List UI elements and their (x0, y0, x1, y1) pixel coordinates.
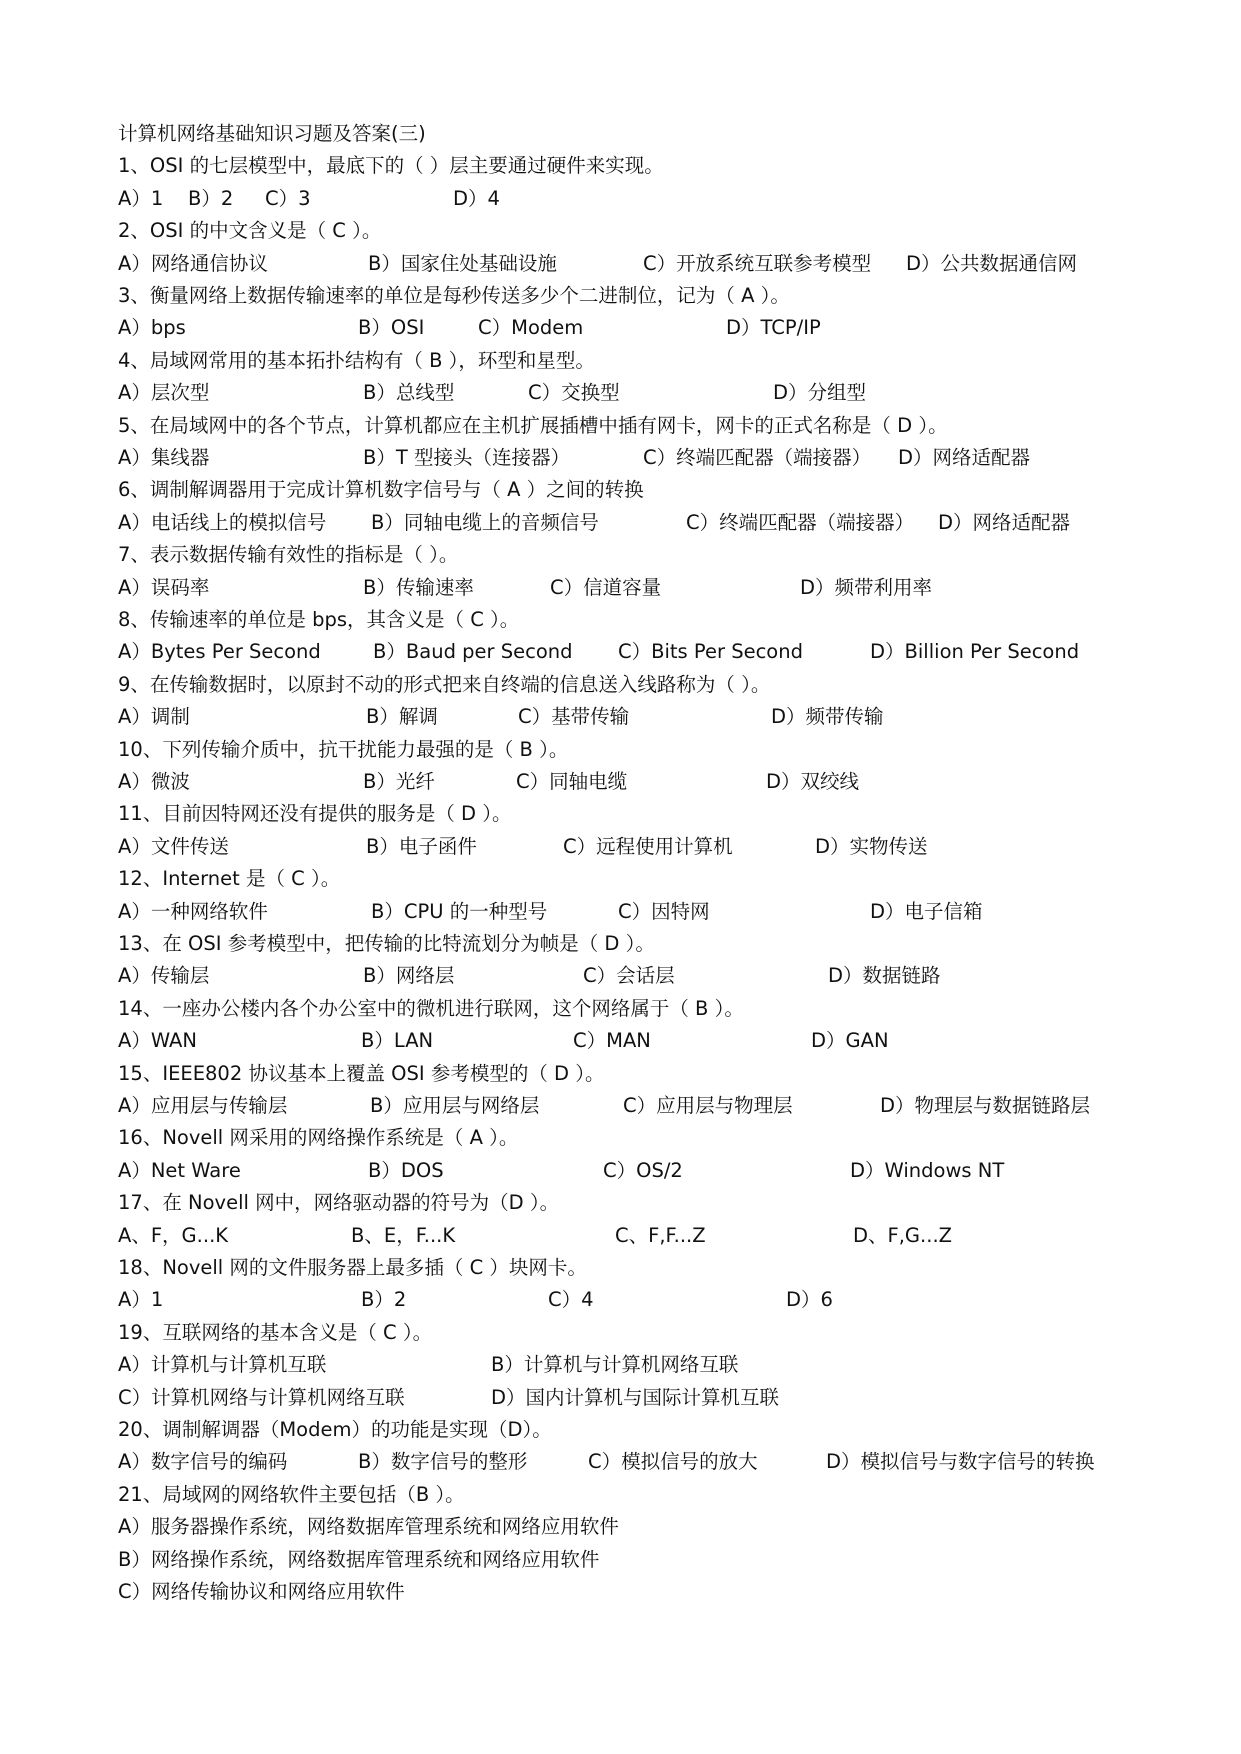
options-row (118, 1349, 1201, 1381)
option-a: A）1 (118, 186, 164, 210)
option-d: D）6 (786, 1288, 833, 1312)
option-c: C）开放系统互联参考模型 (643, 251, 872, 275)
options-row (118, 442, 1201, 474)
option-d: D）GAN (811, 1029, 889, 1053)
options-row (118, 183, 1201, 215)
question-text: 19、互联网络的基本含义是（ C ）。 (118, 1320, 433, 1344)
question-text: 7、表示数据传输有效性的指标是（ ）。 (118, 543, 459, 567)
question-text: 6、调制解调器用于完成计算机数字信号与（ A ）之间的转换 (118, 478, 644, 502)
option-d: D）实物传送 (815, 834, 928, 858)
question-6 (118, 474, 1201, 506)
question-text: 13、在 OSI 参考模型中，把传输的比特流划分为帧是（ D ）。 (118, 932, 655, 955)
option-b: B）2 (188, 186, 234, 210)
question-14 (118, 993, 1201, 1025)
question-text: 4、局域网常用的基本拓扑结构有（ B ），环型和星型。 (118, 348, 595, 372)
option-c: C）OS/2 (603, 1158, 683, 1182)
option-a: A）微波 (118, 770, 190, 793)
option-b: B）数字信号的整形 (358, 1450, 528, 1474)
question-text: 14、一座办公楼内各个办公室中的微机进行联网，这个网络属于（ B ）。 (118, 996, 744, 1020)
options-row (118, 960, 1201, 992)
option-b: B）LAN (361, 1029, 434, 1053)
question-19 (118, 1317, 1201, 1349)
option-a: A）传输层 (118, 964, 210, 988)
question-9 (118, 669, 1201, 701)
option-a: A）误码率 (118, 575, 210, 599)
option-c: C）MAN (573, 1029, 651, 1053)
option-c: C）4 (548, 1288, 594, 1312)
option-a: A）Bytes Per Second (118, 640, 321, 664)
option-d: D）电子信箱 (870, 899, 983, 923)
question-11 (118, 798, 1201, 830)
options-row (118, 831, 1201, 863)
option-c: C）信道容量 (550, 575, 662, 599)
question-1 (118, 150, 1201, 182)
option-d: D）Billion Per Second (870, 640, 1080, 664)
option-c: C、F,F...Z (615, 1223, 706, 1247)
option-b: B）计算机与计算机网络互联 (491, 1353, 739, 1377)
option-b: B）国家住处基础设施 (368, 251, 557, 275)
option-d: D、F,G...Z (853, 1223, 952, 1247)
question-text: 12、Internet 是（ C ）。 (118, 867, 341, 891)
option-d: D）物理层与数据链路层 (880, 1094, 1091, 1117)
options-row (118, 1090, 1201, 1122)
options-row (118, 636, 1201, 668)
options-row (118, 1576, 1201, 1608)
option-a: A）网络通信协议 (118, 251, 268, 275)
option-b: B）2 (361, 1288, 407, 1312)
option-a: A）集线器 (118, 446, 210, 469)
question-3 (118, 280, 1201, 312)
option-a: A）文件传送 (118, 834, 229, 858)
question-text: 15、IEEE802 协议基本上覆盖 OSI 参考模型的（ D ）。 (118, 1061, 605, 1085)
question-18 (118, 1252, 1201, 1284)
option-c: C）同轴电缆 (516, 770, 628, 793)
option-c: C）终端匹配器（端接器） (643, 446, 872, 469)
option-c: C）计算机网络与计算机网络互联 (118, 1385, 405, 1409)
question-7 (118, 539, 1201, 571)
question-text: 5、在局域网中的各个节点，计算机都应在主机扩展插槽中插有网卡，网卡的正式名称是（ D ）。 (118, 413, 948, 437)
option-a: A）服务器操作系统，网络数据库管理系统和网络应用软件 (118, 1515, 619, 1539)
option-a: A）电话线上的模拟信号 (118, 510, 327, 534)
option-d: D）频带利用率 (800, 575, 933, 599)
option-d: D）公共数据通信网 (906, 251, 1078, 275)
option-c: C）3 (265, 186, 311, 210)
options-row (118, 1025, 1201, 1057)
option-c: C）远程使用计算机 (563, 834, 733, 858)
options-row (118, 312, 1201, 344)
options-row (118, 1220, 1201, 1252)
option-c: C）因特网 (618, 899, 710, 923)
option-b: B、E，F...K (351, 1223, 456, 1247)
option-c: C）网络传输协议和网络应用软件 (118, 1580, 405, 1603)
question-text: 8、传输速率的单位是 bps，其含义是（ C ）。 (118, 608, 520, 631)
option-d: D）模拟信号与数字信号的转换 (826, 1450, 1095, 1474)
question-text: 3、衡量网络上数据传输速率的单位是每秒传送多少个二进制位，记为（ A ）。 (118, 284, 790, 307)
question-text: 18、Novell 网的文件服务器上最多插（ C ）块网卡。 (118, 1256, 587, 1279)
option-b: B）DOS (368, 1158, 444, 1182)
question-15 (118, 1058, 1201, 1090)
option-d: D）频带传输 (771, 705, 884, 729)
options-row (118, 1284, 1201, 1316)
question-text: 10、下列传输介质中，抗干扰能力最强的是（ B ）。 (118, 737, 569, 761)
question-text: 20、调制解调器（Modem）的功能是实现（D）。 (118, 1418, 552, 1441)
option-d: D）数据链路 (828, 964, 941, 988)
option-c: C）Bits Per Second (618, 640, 803, 664)
option-d: D）TCP/IP (726, 316, 821, 340)
option-d: D）国内计算机与国际计算机互联 (491, 1385, 780, 1409)
option-b: B）应用层与网络层 (370, 1094, 540, 1117)
options-row (118, 572, 1201, 604)
question-text: 1、OSI 的七层模型中，最底下的（ ）层主要通过硬件来实现。 (118, 154, 664, 178)
option-a: A）应用层与传输层 (118, 1094, 288, 1117)
option-c: C）终端匹配器（端接器） (686, 510, 915, 534)
option-b: B）传输速率 (363, 575, 474, 599)
option-a: A）一种网络软件 (118, 899, 268, 923)
option-d: D）网络适配器 (898, 446, 1031, 469)
question-16 (118, 1122, 1201, 1154)
options-row (118, 377, 1201, 409)
option-b: B）电子函件 (366, 834, 477, 858)
options-row (118, 1511, 1201, 1543)
option-d: D）网络适配器 (938, 510, 1071, 534)
option-a: A）WAN (118, 1029, 197, 1053)
option-a: A）层次型 (118, 381, 210, 405)
option-b: B）CPU 的一种型号 (371, 899, 548, 923)
option-b: B）OSI (358, 316, 425, 340)
option-b: B）T 型接头（连接器） (363, 446, 570, 469)
question-17 (118, 1187, 1201, 1219)
option-d: D）分组型 (773, 381, 867, 405)
options-row (118, 766, 1201, 798)
option-c: C）应用层与物理层 (623, 1094, 793, 1117)
question-text: 2、OSI 的中文含义是（ C ）。 (118, 219, 382, 243)
option-c: C）交换型 (528, 381, 620, 405)
option-a: A）1 (118, 1288, 164, 1312)
option-b: B）同轴电缆上的音频信号 (371, 510, 599, 534)
options-row (118, 896, 1201, 928)
option-b: B）总线型 (363, 381, 455, 405)
option-b: B）Baud per Second (373, 640, 573, 664)
question-5 (118, 410, 1201, 442)
option-d: D）双绞线 (766, 770, 860, 793)
option-c: C）基带传输 (518, 705, 630, 729)
option-a: A）计算机与计算机互联 (118, 1353, 327, 1377)
question-21 (118, 1479, 1201, 1511)
question-text: 11、目前因特网还没有提供的服务是（ D ）。 (118, 802, 512, 826)
options-row (118, 1155, 1201, 1187)
document-title: 计算机网络基础知识习题及答案(三) (118, 122, 426, 145)
option-d: D）Windows NT (850, 1158, 1005, 1182)
option-b: B）网络层 (363, 964, 455, 988)
option-d: D）4 (453, 186, 500, 210)
question-text: 16、Novell 网采用的网络操作系统是（ A ）。 (118, 1126, 519, 1150)
option-c: C）会话层 (583, 964, 675, 988)
question-13 (118, 928, 1201, 960)
options-row (118, 1382, 1201, 1414)
options-row (118, 507, 1201, 539)
question-text: 17、在 Novell 网中，网络驱动器的符号为（D ）。 (118, 1191, 560, 1215)
option-a: A、F，G...K (118, 1223, 229, 1247)
option-c: C）模拟信号的放大 (588, 1450, 758, 1474)
question-20 (118, 1414, 1201, 1446)
question-4 (118, 345, 1201, 377)
question-10 (118, 734, 1201, 766)
option-a: A）bps (118, 316, 186, 340)
options-row (118, 701, 1201, 733)
option-b: B）网络操作系统，网络数据库管理系统和网络应用软件 (118, 1547, 600, 1571)
question-8 (118, 604, 1201, 636)
option-b: B）光纤 (363, 770, 435, 793)
option-b: B）解调 (366, 705, 438, 729)
question-2 (118, 215, 1201, 247)
options-row (118, 1446, 1201, 1478)
option-a: A）调制 (118, 705, 190, 729)
question-text: 9、在传输数据时，以原封不动的形式把来自终端的信息送入线路称为（ ）。 (118, 672, 771, 696)
options-row (118, 1544, 1201, 1576)
option-a: A）数字信号的编码 (118, 1450, 288, 1474)
question-text: 21、局域网的网络软件主要包括（B ）。 (118, 1482, 465, 1506)
option-c: C）Modem (478, 316, 584, 340)
option-a: A）Net Ware (118, 1158, 241, 1182)
question-12 (118, 863, 1201, 895)
options-row (118, 248, 1201, 280)
